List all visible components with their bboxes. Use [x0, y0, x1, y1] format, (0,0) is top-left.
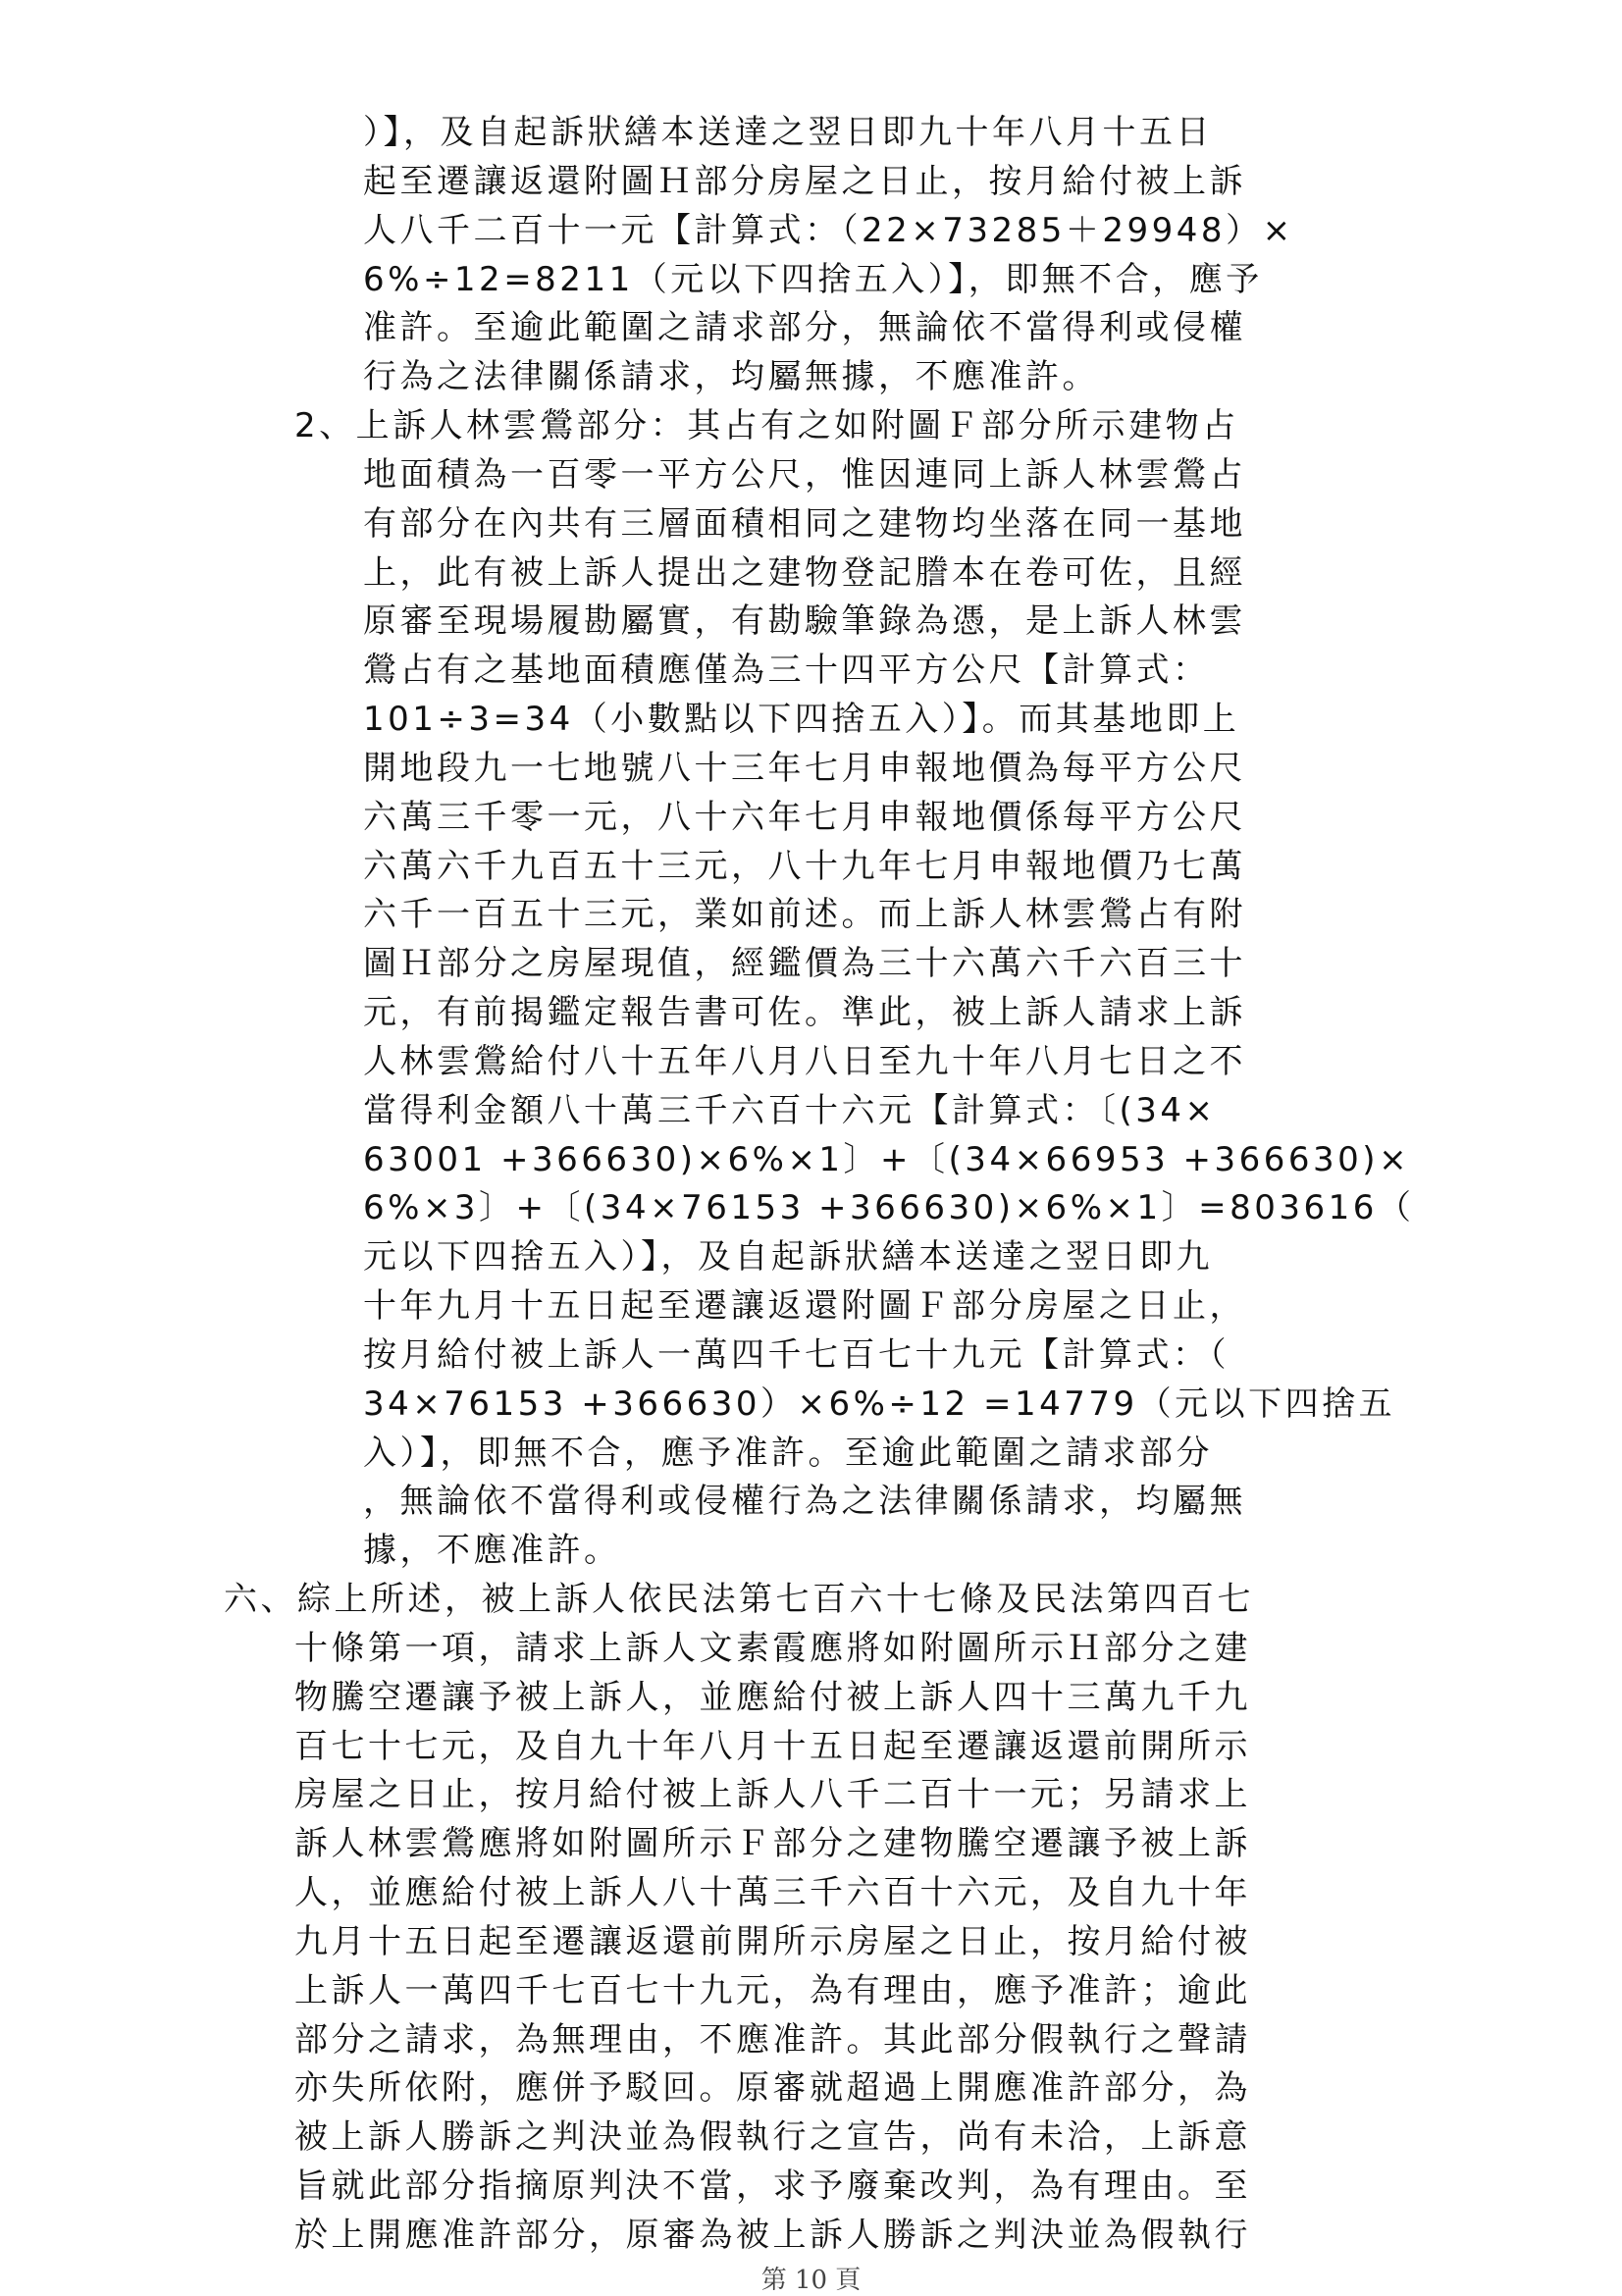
- body-line-38: 九月十五日起至遷讓返還前開所示房屋之日止，按月給付被: [294, 1922, 1251, 1961]
- body-line-23: 6%×3〕+〔(34×76153 +366630)×6%×1〕=803616（: [363, 1188, 1415, 1227]
- body-line-9: 有部分在內共有三層面積相同之建物均坐落在同一基地: [363, 504, 1246, 544]
- body-line-29: ，無論依不當得利或侵權行為之法律關係請求，均屬無: [363, 1482, 1246, 1521]
- body-line-20: 人林雲鶯給付八十五年八月八日至九十年八月七日之不: [363, 1042, 1246, 1081]
- body-line-4: 6%÷12=8211（元以下四捨五入）】，即無不合，應予: [363, 260, 1263, 299]
- body-line-1: ）】，及自起訴狀繕本送達之翌日即九十年八月十五日: [363, 113, 1213, 152]
- body-line-14: 開地段九一七地號八十三年七月申報地價為每平方公尺: [363, 749, 1246, 788]
- section-6-heading-line: 六、綜上所述，被上訴人依民法第七百六十七條及民法第四百七: [224, 1580, 1254, 1619]
- body-line-22: 63001 +366630)×6%×1〕+〔(34×66953 +366630)×: [363, 1140, 1411, 1179]
- body-line-28: 入）】，即無不合，應予准許。至逾此範圍之請求部分: [363, 1434, 1213, 1473]
- body-line-12: 鶯占有之基地面積應僅為三十四平方公尺【計算式：: [363, 651, 1210, 690]
- body-line-19: 元，有前揭鑑定報告書可佐。準此，被上訴人請求上訴: [363, 993, 1246, 1032]
- body-line-37: 人，並應給付被上訴人八十萬三千六百十六元，及自九十年: [294, 1873, 1251, 1912]
- body-line-32: 十條第一項，請求上訴人文素霞應將如附圖所示Ｈ部分之建: [294, 1629, 1251, 1668]
- body-line-36: 訴人林雲鶯應將如附圖所示Ｆ部分之建物騰空遷讓予被上訴: [294, 1824, 1251, 1863]
- body-line-43: 旨就此部分指摘原判決不當，求予廢棄改判，為有理由。至: [294, 2166, 1251, 2206]
- body-line-11: 原審至現場履勘屬實，有勘驗筆錄為憑，是上訴人林雲: [363, 601, 1246, 641]
- body-line-10: 上，此有被上訴人提出之建物登記謄本在卷可佐，且經: [363, 553, 1246, 593]
- body-line-18: 圖Ｈ部分之房屋現值，經鑑價為三十六萬六千六百三十: [363, 944, 1246, 983]
- body-line-26: 按月給付被上訴人一萬四千七百七十九元【計算式：（: [363, 1335, 1230, 1375]
- body-line-2: 起至遷讓返還附圖Ｈ部分房屋之日止，按月給付被上訴: [363, 162, 1246, 201]
- body-line-27: 34×76153 +366630）×6%÷12 =14779（元以下四捨五: [363, 1384, 1396, 1424]
- body-line-33: 物騰空遷讓予被上訴人，並應給付被上訴人四十三萬九千九: [294, 1678, 1251, 1717]
- body-line-5: 准許。至逾此範圍之請求部分，無論依不當得利或侵權: [363, 308, 1246, 347]
- body-line-35: 房屋之日止，按月給付被上訴人八千二百十一元；另請求上: [294, 1775, 1251, 1814]
- body-line-42: 被上訴人勝訴之判決並為假執行之宣告，尚有未洽，上訴意: [294, 2117, 1251, 2157]
- body-line-6: 行為之法律關係請求，均屬無據，不應准許。: [363, 357, 1099, 396]
- body-line-13: 101÷3=34（小數點以下四捨五入）】。而其基地即上: [363, 700, 1240, 739]
- body-line-16: 六萬六千九百五十三元，八十九年七月申報地價乃七萬: [363, 847, 1246, 886]
- body-line-25: 十年九月十五日起至遷讓返還附圖Ｆ部分房屋之日止，: [363, 1286, 1246, 1326]
- body-line-24: 元以下四捨五入）】，及自起訴狀繕本送達之翌日即九: [363, 1237, 1213, 1277]
- body-line-44: 於上開應准許部分，原審為被上訴人勝訴之判決並為假執行: [294, 2216, 1251, 2255]
- body-line-34: 百七十七元，及自九十年八月十五日起至遷讓返還前開所示: [294, 1727, 1251, 1766]
- body-line-8: 地面積為一百零一平方公尺，惟因連同上訴人林雲鶯占: [363, 455, 1246, 495]
- body-line-41: 亦失所依附，應併予駁回。原審就超過上開應准許部分，為: [294, 2068, 1251, 2108]
- page-number-footer: 第 10 頁: [760, 2266, 862, 2295]
- body-line-21: 當得利金額八十萬三千六百十六元【計算式：〔(34×: [363, 1091, 1217, 1130]
- body-line-30: 據，不應准許。: [363, 1531, 621, 1570]
- body-line-3: 人八千二百十一元【計算式：（22×73285＋29948）×: [363, 211, 1294, 250]
- body-line-17: 六千一百五十三元，業如前述。而上訴人林雲鶯占有附: [363, 895, 1246, 934]
- item-2-heading-line: 2、上訴人林雲鶯部分：其占有之如附圖Ｆ部分所示建物占: [294, 406, 1239, 445]
- body-line-40: 部分之請求，為無理由，不應准許。其此部分假執行之聲請: [294, 2020, 1251, 2060]
- body-line-39: 上訴人一萬四千七百七十九元，為有理由，應予准許；逾此: [294, 1971, 1251, 2010]
- body-line-15: 六萬三千零一元，八十六年七月申報地價係每平方公尺: [363, 798, 1246, 837]
